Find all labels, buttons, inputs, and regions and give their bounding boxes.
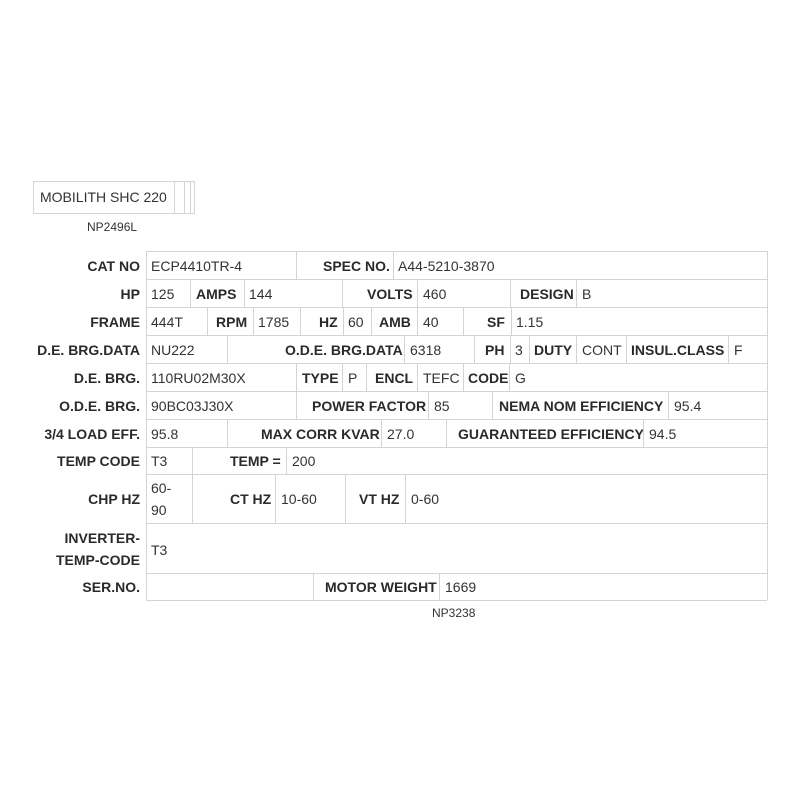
de-brg-data-label: D.E. BRG.DATA: [37, 342, 140, 358]
vt-hz-value: 0-60: [411, 491, 440, 507]
de-brg-data-value: NU222: [151, 342, 195, 358]
guaranteed-efficiency-label: GUARANTEED EFFICIENCY: [458, 426, 644, 442]
grid-line: [227, 335, 228, 363]
grid-line: [342, 363, 343, 391]
grid-line: [767, 251, 768, 600]
grid-line: [253, 307, 254, 335]
grid-line: [345, 474, 346, 523]
sf-label: SF: [487, 314, 505, 330]
grid-line: [417, 307, 418, 335]
grid-line: [668, 391, 669, 419]
grid-line: [146, 447, 767, 448]
grid-line: [296, 391, 297, 419]
de-brg-value: 110RU02M30X: [151, 370, 246, 386]
grid-line: [342, 279, 343, 307]
grid-line: [296, 363, 297, 391]
grid-line: [439, 573, 440, 600]
power-factor-value: 85: [434, 398, 450, 414]
grid-line: [463, 363, 464, 391]
grid-line: [371, 307, 372, 335]
amb-value: 40: [423, 314, 439, 330]
insul-class-label: INSUL.CLASS: [631, 342, 725, 358]
guaranteed-efficiency-value: 94.5: [649, 426, 677, 442]
grid-line: [529, 335, 530, 363]
grid-line: [146, 419, 767, 420]
grid-line: [146, 391, 767, 392]
insul-class-value: F: [734, 342, 743, 358]
grid-line: [576, 335, 577, 363]
spec-no-label: SPEC NO.: [323, 258, 390, 274]
encl-value: TEFC: [423, 370, 460, 386]
grid-line: [463, 307, 464, 335]
load-eff-value: 95.8: [151, 426, 179, 442]
cat-no-label: CAT NO: [87, 258, 140, 274]
grid-line: [146, 307, 767, 308]
amps-value: 144: [249, 286, 273, 302]
np-bottom-label: NP3238: [432, 606, 476, 620]
grid-line: [511, 307, 512, 335]
np-top-label: NP2496L: [87, 220, 138, 234]
grid-line: [192, 447, 193, 474]
rpm-value: 1785: [258, 314, 290, 330]
grid-line: [405, 474, 406, 523]
type-label: TYPE: [302, 370, 339, 386]
grid-line: [244, 279, 245, 307]
grid-line: [446, 419, 447, 447]
design-value: B: [582, 286, 592, 302]
design-label: DESIGN: [520, 286, 574, 302]
grid-line: [146, 600, 767, 601]
grid-line: [300, 307, 301, 335]
de-brg-label: D.E. BRG.: [73, 370, 140, 386]
frame-label: FRAME: [90, 314, 140, 330]
grid-line: [286, 447, 287, 474]
grid-line: [146, 279, 767, 280]
grid-line: [275, 474, 276, 523]
ph-value: 3: [515, 342, 523, 358]
grid-line: [366, 363, 367, 391]
spec-no-value: A44-5210-3870: [398, 258, 495, 274]
frame-value: 444T: [151, 314, 183, 330]
rpm-label: RPM: [216, 314, 248, 330]
grid-line: [474, 335, 475, 363]
grid-line: [643, 419, 644, 447]
grid-line: [393, 251, 394, 279]
temp-code-label: TEMP CODE: [57, 453, 140, 469]
grid-line: [146, 474, 767, 475]
temp-value: 200: [292, 453, 316, 469]
hp-value: 125: [151, 286, 175, 302]
max-corr-kvar-value: 27.0: [387, 426, 415, 442]
power-factor-label: POWER FACTOR: [312, 398, 427, 414]
hz-value: 60: [348, 314, 364, 330]
grid-line: [227, 419, 228, 447]
temp-label: TEMP =: [230, 453, 281, 469]
grid-line: [510, 279, 511, 307]
lubricant-label: MOBILITH SHC 220: [40, 189, 167, 205]
hz-label: HZ: [319, 314, 338, 330]
encl-label: ENCL: [375, 370, 414, 386]
duty-label: DUTY: [534, 342, 573, 358]
hp-label: HP: [120, 286, 140, 302]
inverter-temp-code-value: T3: [151, 542, 168, 558]
grid-line: [626, 335, 627, 363]
ode-brg-data-value: 6318: [410, 342, 442, 358]
grid-line: [381, 419, 382, 447]
volts-value: 460: [423, 286, 447, 302]
max-corr-kvar-label: MAX CORR KVAR: [261, 426, 380, 442]
load-eff-label: 3/4 LOAD EFF.: [44, 426, 140, 442]
grid-line: [313, 573, 314, 600]
ser-no-label: SER.NO.: [82, 579, 140, 595]
amb-label: AMB: [379, 314, 411, 330]
grid-line: [146, 251, 147, 600]
vt-hz-label: VT HZ: [359, 491, 400, 507]
grid-line: [296, 251, 297, 279]
ode-brg-label: O.D.E. BRG.: [59, 398, 140, 414]
grid-line: [146, 335, 767, 336]
grid-line: [207, 307, 208, 335]
grid-line: [509, 363, 510, 391]
temp-code-value: T3: [151, 453, 168, 469]
inverter-temp-code-label: INVERTER- TEMP-CODE: [56, 530, 140, 568]
grid-line: [190, 279, 191, 307]
grid-line: [343, 307, 344, 335]
ode-brg-value: 90BC03J30X: [151, 398, 234, 414]
type-value: P: [348, 370, 358, 386]
grid-line: [146, 363, 767, 364]
grid-line: [417, 363, 418, 391]
grid-line: [428, 391, 429, 419]
ct-hz-label: CT HZ: [230, 491, 272, 507]
grid-line: [146, 523, 767, 524]
ode-brg-data-label: O.D.E. BRG.DATA: [285, 342, 403, 358]
cat-no-value: ECP4410TR-4: [151, 258, 243, 274]
grid-line: [146, 251, 767, 252]
code-label: CODE: [468, 370, 509, 386]
nema-efficiency-value: 95.4: [674, 398, 702, 414]
motor-weight-value: 1669: [445, 579, 477, 595]
grid-line: [576, 279, 577, 307]
chp-hz-value: 60- 90: [151, 480, 172, 518]
amps-label: AMPS: [196, 286, 237, 302]
grid-line: [728, 335, 729, 363]
grid-line: [492, 391, 493, 419]
grid-line: [192, 474, 193, 523]
duty-value: CONT: [582, 342, 622, 358]
motor-weight-label: MOTOR WEIGHT: [325, 579, 437, 595]
grid-line: [404, 335, 405, 363]
grid-line: [146, 573, 767, 574]
nema-efficiency-label: NEMA NOM EFFICIENCY: [499, 398, 664, 414]
volts-label: VOLTS: [367, 286, 413, 302]
grid-line: [417, 279, 418, 307]
ph-label: PH: [485, 342, 505, 358]
grid-line: [510, 335, 511, 363]
chp-hz-label: CHP HZ: [88, 491, 140, 507]
sf-value: 1.15: [516, 314, 544, 330]
code-value: G: [515, 370, 526, 386]
ct-hz-value: 10-60: [281, 491, 317, 507]
